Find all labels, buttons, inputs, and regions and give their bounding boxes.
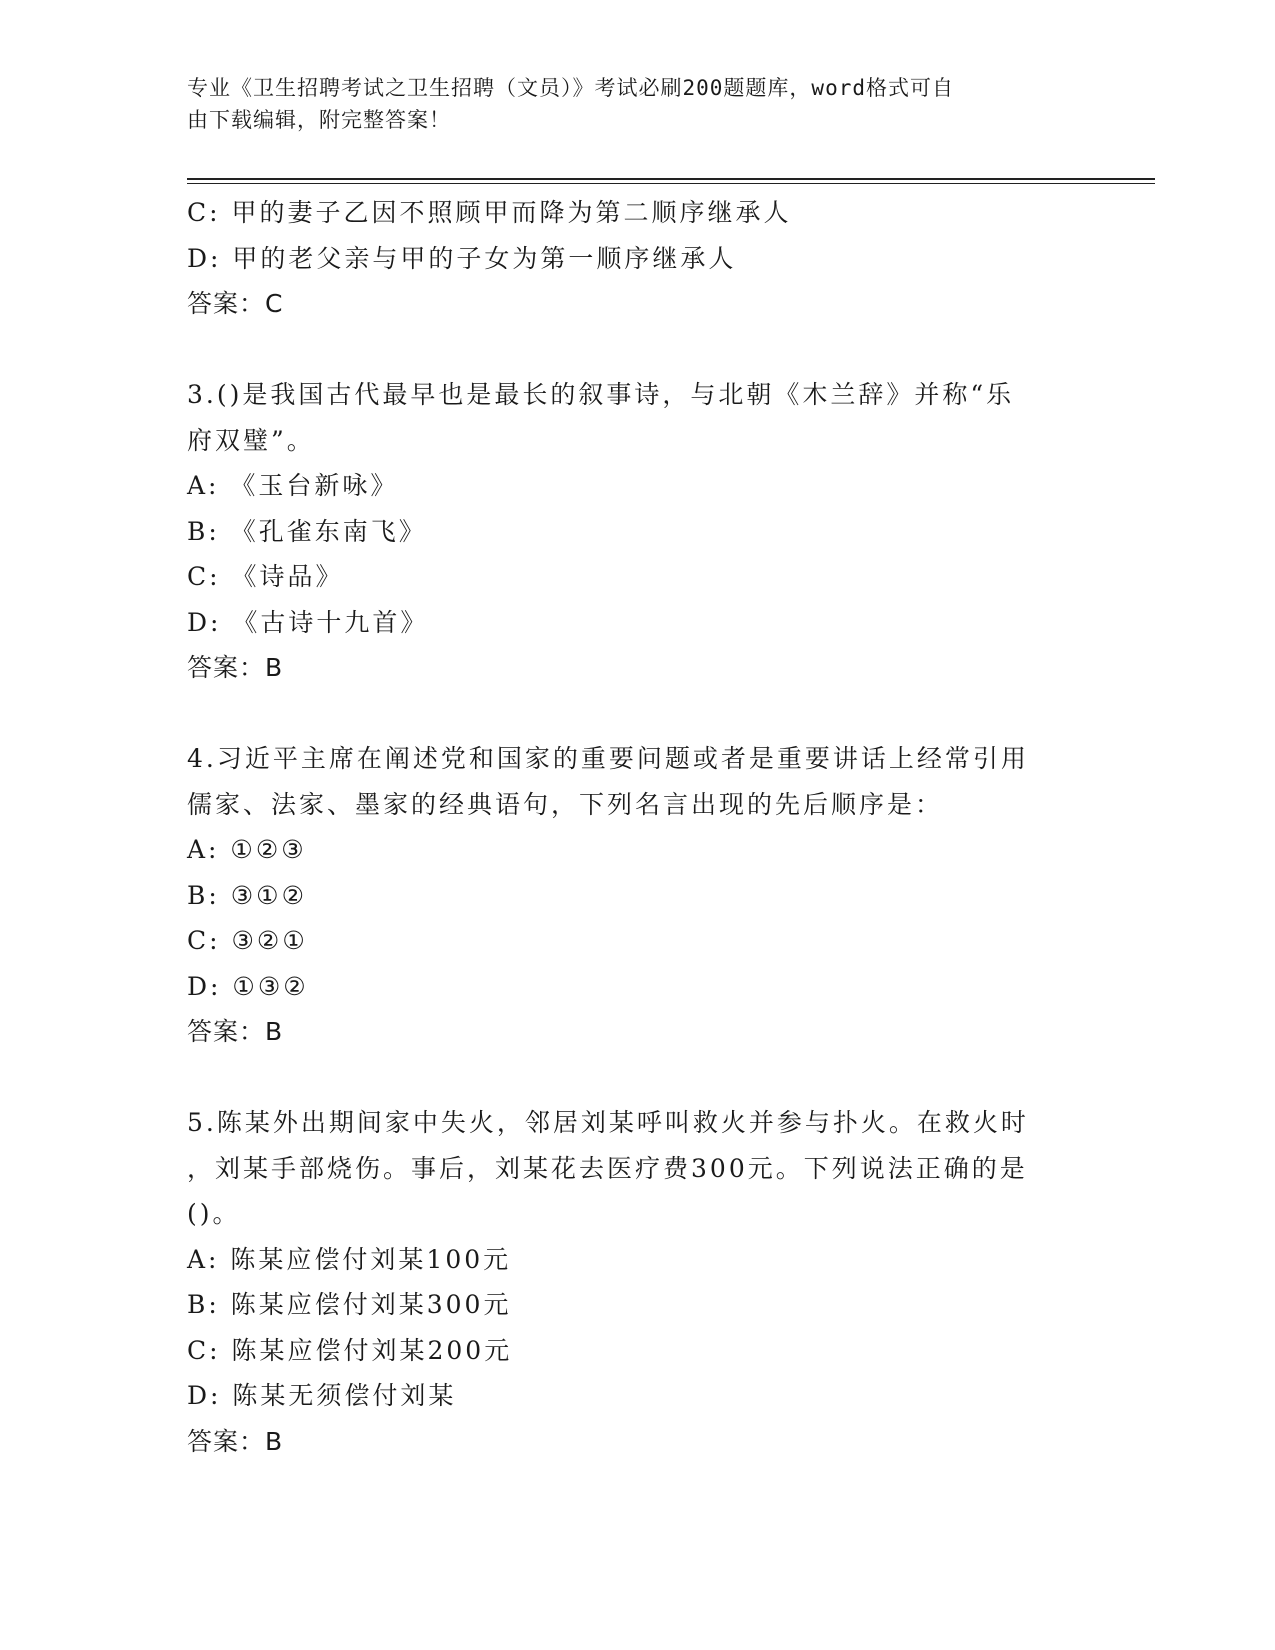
spacer	[187, 1055, 1087, 1100]
document-header	[187, 72, 1067, 136]
option-d: D: 陈某无须偿付刘某	[187, 1381, 457, 1410]
question-2-continued	[187, 190, 1087, 327]
stem-line: 3.()是我国古代最早也是最长的叙事诗，与北朝《木兰辞》并称“乐	[187, 380, 1015, 409]
header-title-line-1: 专业《卫生招聘考试之卫生招聘（文员）》考试必刷200题题库，word格式可自	[187, 76, 954, 100]
question-4	[187, 736, 1087, 1055]
spacer	[187, 327, 1087, 372]
option-a: A: 《玉台新咏》	[187, 471, 399, 500]
option-a: A: 陈某应偿付刘某100元	[187, 1244, 512, 1274]
question-stem	[187, 372, 1087, 463]
answer-line: 答案：B	[187, 1426, 284, 1456]
question-5	[187, 1100, 1087, 1465]
option-d: D: 《古诗十九首》	[187, 607, 429, 637]
question-stem	[187, 736, 1087, 827]
option-a: A: ①②③	[187, 835, 307, 864]
stem-line: 5.陈某外出期间家中失火，邻居刘某呼叫救火并参与扑火。在救火时	[187, 1108, 1029, 1137]
option-b: B: ③①②	[187, 880, 307, 910]
stem-line: 府双璧”。	[187, 425, 315, 455]
option-c: C: 《诗品》	[187, 562, 344, 591]
question-3	[187, 372, 1087, 691]
header-title-line-2: 由下载编辑，附完整答案！	[187, 108, 451, 132]
question-stem	[187, 1100, 1087, 1237]
question-list	[187, 190, 1087, 1465]
option-b: B: 陈某应偿付刘某300元	[187, 1290, 512, 1319]
option-d: D: ①③②	[187, 971, 309, 1001]
answer-line: 答案：B	[187, 1017, 284, 1046]
header-divider-thick	[187, 178, 1155, 180]
stem-line: ，刘某手部烧伤。事后，刘某花去医疗费300元。下列说法正确的是	[187, 1153, 1028, 1183]
option-c: C: 陈某应偿付刘某200元	[187, 1335, 513, 1365]
answer-line: 答案：C	[187, 289, 284, 318]
option-c: C: ③②①	[187, 926, 308, 955]
stem-line: ()。	[187, 1199, 241, 1228]
option-d: D: 甲的老父亲与甲的子女为第一顺序继承人	[187, 243, 737, 273]
answer-line: 答案：B	[187, 653, 284, 682]
spacer	[187, 691, 1087, 736]
stem-line: 4.习近平主席在阐述党和国家的重要问题或者是重要讲话上经常引用	[187, 744, 1029, 773]
stem-line: 儒家、法家、墨家的经典语句，下列名言出现的先后顺序是：	[187, 789, 944, 819]
option-b: B: 《孔雀东南飞》	[187, 516, 427, 546]
option-c: C: 甲的妻子乙因不照顾甲而降为第二顺序继承人	[187, 198, 792, 227]
header-divider-thin	[187, 183, 1155, 184]
